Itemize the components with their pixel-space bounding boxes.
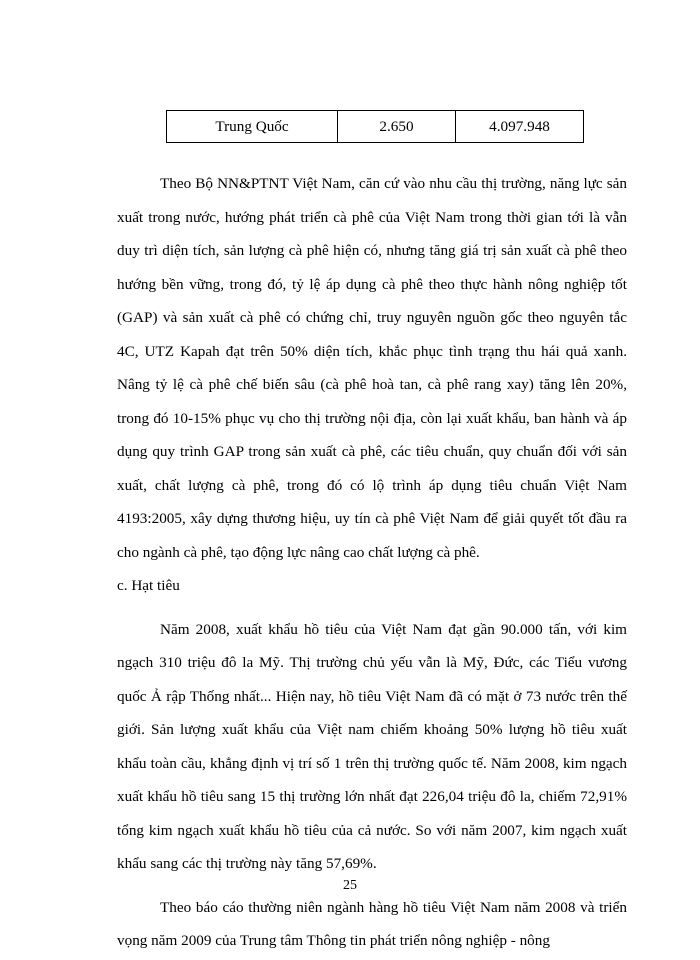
paragraph-pepper-report: Theo báo cáo thường niên ngành hàng hồ tiêu Việt Nam năm 2008 và triển vọng năm 2009 của Trung tâm Thông tin phát triển nông nghiệp - nông	[117, 898, 627, 949]
paragraph-coffee: Theo Bộ NN&PTNT Việt Nam, căn cứ vào nhu cầu thị trường, năng lực sản xuất trong nước, hướng phát triển cà phê của Việt Nam trong thời gian tới là vẫn duy trì diện tích, sản lượng cà phê hiện có, nhưng tăng giá trị sản xuất cà phê theo hướng bền vững, trong đó, tỷ lệ áp dụng cà phê theo thực hành nông nghiệp tốt (GAP) và sản xuất cà phê có chứng chỉ, truy nguyên nguồn gốc theo nguyên tắc 4C, UTZ Kapah đạt trên 50% diện tích, khắc phục tình trạng thu hái quả xanh. Nâng tỷ lệ cà phê chế biến sâu (cà phê hoà tan, cà phê rang xay) tăng lên 20%, trong đó 10-15% phục vụ cho thị trường nội địa, còn lại xuất khẩu, ban hành và áp dụng quy trình GAP trong sản xuất cà phê, các tiêu chuẩn, quy chuẩn đối với sản xuất, chất lượng cà phê, trong đó có lộ trình áp dụng tiêu chuẩn Việt Nam 4193:2005, xây dựng thương hiệu, uy tín cà phê Việt Nam để giải quyết tốt đầu ra cho ngành cà phê, tạo động lực nâng cao chất lượng cà phê.	[117, 175, 627, 561]
page-number: 25	[343, 878, 357, 893]
table-cell-value: 4.097.948	[456, 111, 584, 143]
paragraph-pepper-exports: Năm 2008, xuất khẩu hồ tiêu của Việt Nam đạt gần 90.000 tấn, với kim ngạch 310 triệu đô la Mỹ. Thị trường chủ yếu vẫn là Mỹ, Đức, các Tiểu vương quốc Ả rập Thống nhất... Hiện nay, hồ tiêu Việt Nam đã có mặt ở 73 nước trên thế giới. Sản lượng xuất khẩu của Việt nam chiếm khoảng 50% lượng hồ tiêu xuất khẩu toàn cầu, khẳng định vị trí số 1 trên thị trường quốc tế. Năm 2008, kim ngạch xuất khẩu hồ tiêu sang 15 thị trường lớn nhất đạt 226,04 triệu đô la, chiếm 72,91% tổng kim ngạch xuất khẩu hồ tiêu của cả nước. So với năm 2007, kim ngạch xuất khẩu sang các thị trường này tăng 57,69%.	[117, 620, 627, 872]
section-heading-pepper: c. Hạt tiêu	[117, 577, 180, 594]
export-table	[166, 110, 584, 143]
table-cell-country: Trung Quốc	[167, 111, 338, 143]
table-cell-volume: 2.650	[338, 111, 456, 143]
body-text	[117, 167, 627, 958]
table-row	[167, 111, 584, 143]
